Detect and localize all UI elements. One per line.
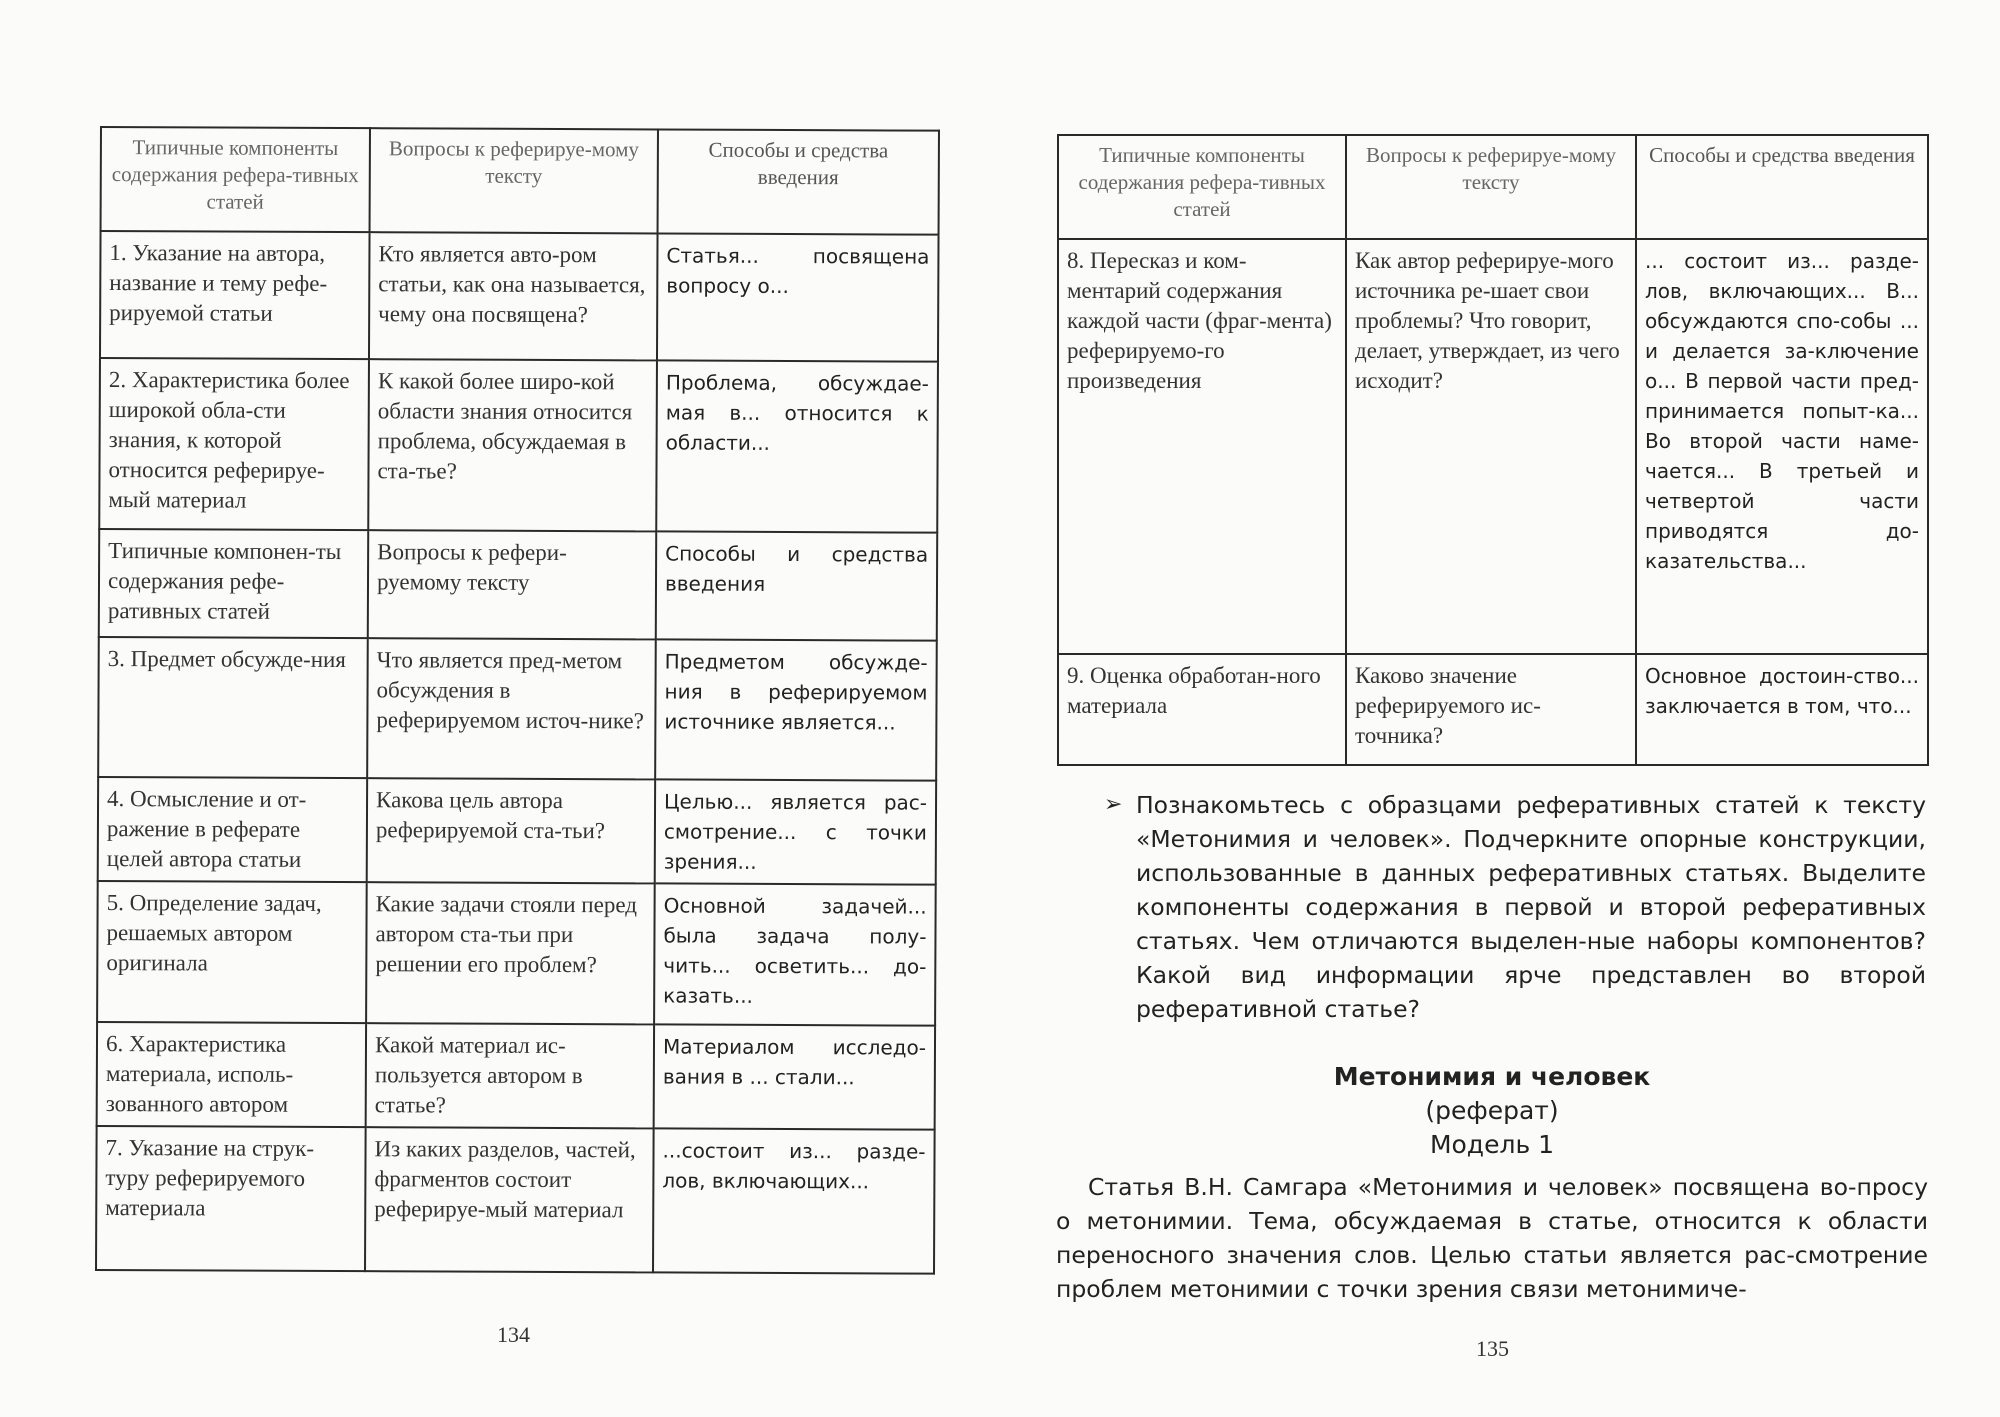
- component-cell: 7. Указание на струк-туру реферируемого материала: [96, 1126, 366, 1271]
- component-cell: 9. Оценка обработан-ного материала: [1058, 654, 1346, 765]
- table-header-row: [1058, 135, 1928, 239]
- question-cell: Какова цель автора реферируемой ста-тьи?: [367, 778, 655, 883]
- table-row: [96, 1126, 935, 1274]
- phrase-cell: ... состоит из... разде-лов, включающих... В... обсуждаются спо-собы ... и делается за-ключение о... В первой части пред-принимается попыт-ка... Во второй части наме-чается... В третьей и четвертой части приводятся до-казательства...: [1636, 239, 1928, 654]
- article-subtitle: (реферат): [1425, 1096, 1559, 1125]
- article-paragraph: Статья В.Н. Самгара «Метонимия и человек» посвящена во-просу о метонимии. Тема, обсуждаемая в статье, относится к области переносного значения слов. Целью статьи является рас-смотрение проблем метонимии с точки зрения связи метонимиче-: [1056, 1173, 1928, 1303]
- component-cell: 5. Определение задач, решаемых автором оригинала: [97, 881, 367, 1023]
- header-cell: Типичные компоненты содержания рефера-тивных статей: [1058, 135, 1346, 239]
- arrow-bullet-icon: ➢: [1104, 792, 1123, 817]
- phrase-cell: Целью... является рас-смотрение... с точки зрения...: [655, 779, 936, 884]
- question-cell: Кто является авто-ром статьи, как она называется, чему она посвящена?: [369, 232, 658, 360]
- question-cell: Из каких разделов, частей, фрагментов состоит реферируе-мый материал: [365, 1127, 654, 1272]
- table-row: [99, 358, 938, 533]
- assignment-paragraph: [1104, 788, 1926, 1026]
- table-row: [97, 881, 936, 1026]
- question-cell: Вопросы к рефери-руемому тексту: [368, 530, 656, 639]
- question-cell: Каково значение реферируемого ис-точника?: [1346, 654, 1636, 765]
- table-header-row: [101, 127, 939, 235]
- question-cell: Что является пред-метом обсуждения в реферируемом источ-нике?: [367, 638, 656, 779]
- article-model-label: Модель 1: [1429, 1130, 1555, 1159]
- table-row: [99, 529, 937, 641]
- phrase-cell: Проблема, обсуждае-мая в... относится к области...: [656, 360, 938, 532]
- phrase-cell: Основной задачей... была задача полу-чить... осветить... до-казать...: [654, 883, 936, 1025]
- table-row: [100, 231, 939, 362]
- question-cell: Какие задачи стояли перед автором ста-тьи при решении его проблем?: [366, 882, 655, 1024]
- table-row: [1058, 654, 1928, 765]
- component-cell: 1. Указание на автора, название и тему рефе-рируемой статьи: [100, 231, 370, 359]
- component-cell: Типичные компонен-ты содержания рефе-ративных статей: [99, 529, 368, 638]
- header-cell: Вопросы к реферируе-мому тексту: [370, 128, 658, 233]
- header-cell: Вопросы к реферируе-мому тексту: [1346, 135, 1636, 239]
- phrase-cell: ...состоит из... разде-лов, включающих...: [653, 1128, 935, 1273]
- assignment-text: Познакомьтесь с образцами реферативных статей к тексту «Метонимия и человек». Подчеркните опорные конструкции, использованные в данных реферативных статьях. Выделите компоненты содержания в первой и второй реферативных статьях. Чем отличаются выделен-ные наборы компонентов? Какой вид информации ярче представлен во второй реферативной статье?: [1136, 791, 1926, 1023]
- table-row: [1058, 239, 1928, 654]
- component-cell: 2. Характеристика более широкой обла-сти знания, к которой относится реферируе-мый материал: [99, 358, 369, 530]
- table-row: [98, 777, 936, 885]
- article-title: Метонимия и человек: [1333, 1062, 1651, 1091]
- component-cell: 3. Предмет обсужде-ния: [98, 637, 368, 778]
- header-cell: Способы и средства введения: [1636, 135, 1928, 239]
- phrase-cell: Статья... посвящена вопросу о...: [657, 233, 939, 361]
- header-cell: Типичные компоненты содержания рефера-тивных статей: [101, 127, 370, 232]
- header-cell: Способы и средства введения: [658, 129, 939, 234]
- left-reference-table: [95, 126, 940, 1275]
- component-cell: 6. Характеристика материала, исполь-зованного автором: [97, 1022, 366, 1127]
- question-cell: Как автор реферируе-мого источника ре-шает свои проблемы? Что говорит, делает, утверждает, из чего исходит?: [1346, 239, 1636, 654]
- component-cell: 4. Осмысление и от-ражение в реферате целей автора статьи: [98, 777, 367, 882]
- question-cell: Какой материал ис-пользуется автором в статье?: [366, 1023, 654, 1128]
- phrase-cell: Предметом обсужде-ния в реферируемом источнике является...: [655, 639, 937, 780]
- component-cell: 8. Пересказ и ком-ментарий содержания каждой части (фраг-мента) реферируемо-го произведения: [1058, 239, 1346, 654]
- right-reference-table: [1057, 134, 1929, 766]
- right-page: [1000, 0, 2000, 1417]
- phrase-cell: Способы и средства введения: [656, 531, 937, 640]
- question-cell: К какой более широ-кой области знания относится проблема, обсуждаемая в ста-тье?: [368, 359, 657, 531]
- table-row: [98, 637, 937, 781]
- phrase-cell: Основное достоин-ство... заключается в том, что...: [1636, 654, 1928, 765]
- page-number: 134: [497, 1322, 530, 1347]
- page-number: 135: [1476, 1336, 1509, 1361]
- table-row: [97, 1022, 935, 1130]
- phrase-cell: Материалом исследо-вания в ... стали...: [654, 1024, 935, 1129]
